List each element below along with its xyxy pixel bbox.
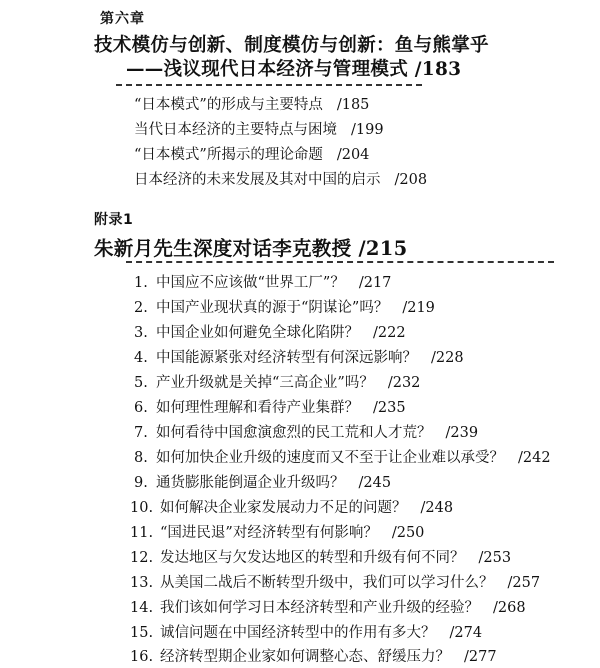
- page-number: /239: [445, 425, 479, 441]
- page-number: /219: [402, 300, 435, 316]
- item-number: 7.: [134, 425, 148, 441]
- page-number: /268: [493, 600, 526, 616]
- list-item[interactable]: [134, 321, 406, 342]
- list-item[interactable]: [130, 571, 540, 592]
- list-item[interactable]: [134, 143, 369, 164]
- list-item[interactable]: [134, 471, 391, 492]
- page-number: /242: [518, 450, 551, 466]
- item-number: 10.: [130, 500, 154, 516]
- page-number: /274: [449, 625, 483, 641]
- item-number: 5.: [134, 375, 148, 391]
- item-title: 从美国二战后不断转型升级中，我们可以学习什么？: [160, 575, 494, 591]
- item-number: 11.: [130, 525, 154, 541]
- section-title: 日本经济的未来发展及其对中国的启示: [134, 172, 381, 188]
- list-item[interactable]: [130, 546, 511, 567]
- appendix-label: 附录1: [94, 212, 134, 228]
- item-number: 3.: [134, 325, 148, 341]
- item-title: 中国企业如何避免全球化陷阱？: [156, 325, 359, 341]
- page-number: /217: [358, 275, 392, 291]
- list-item[interactable]: [134, 446, 551, 467]
- list-item[interactable]: [134, 421, 478, 442]
- list-item[interactable]: [134, 346, 464, 367]
- list-item[interactable]: [134, 118, 384, 139]
- chapter-subtitle: ——浅议现代日本经济与管理模式 /183: [126, 59, 462, 80]
- item-number: 1.: [134, 275, 148, 291]
- item-number: 16.: [130, 649, 154, 665]
- page-number: /245: [358, 475, 392, 491]
- page-number: /277: [464, 649, 497, 665]
- item-number: 12.: [130, 550, 154, 566]
- item-title: 中国能源紧张对经济转型有何深远影响？: [156, 350, 417, 366]
- page-number: /235: [373, 400, 406, 416]
- list-item[interactable]: [130, 521, 424, 542]
- section-title: “日本模式”的形成与主要特点: [134, 97, 323, 113]
- list-item[interactable]: [130, 621, 482, 642]
- item-title: 中国应不应该做“世界工厂”？: [156, 275, 345, 291]
- page-number: /204: [336, 147, 370, 163]
- item-title: 经济转型期企业家如何调整心态、舒缓压力？: [160, 649, 450, 665]
- list-item[interactable]: [134, 396, 406, 417]
- list-item[interactable]: [130, 496, 453, 517]
- item-number: 9.: [134, 475, 148, 491]
- list-item[interactable]: [130, 645, 497, 666]
- list-item[interactable]: [134, 93, 369, 114]
- item-title: 如何看待中国愈演愈烈的民工荒和人才荒？: [156, 425, 432, 441]
- page-number: /228: [431, 350, 464, 366]
- item-title: “国进民退”对经济转型有何影响？: [160, 525, 378, 541]
- page-number: /253: [478, 550, 512, 566]
- page-number: /208: [394, 172, 428, 188]
- appendix-divider: [126, 261, 554, 263]
- item-number: 14.: [130, 600, 154, 616]
- item-number: 6.: [134, 400, 148, 416]
- page-number: /199: [351, 122, 384, 138]
- section-title: 当代日本经济的主要特点与困境: [134, 122, 337, 138]
- page-number: /257: [507, 575, 541, 591]
- item-title: 如何加快企业升级的速度而又不至于让企业难以承受？: [156, 450, 504, 466]
- item-title: 如何理性理解和看待产业集群？: [156, 400, 359, 416]
- page-number: /222: [373, 325, 406, 341]
- list-item[interactable]: [134, 371, 420, 392]
- item-number: 4.: [134, 350, 148, 366]
- item-number: 2.: [134, 300, 148, 316]
- item-number: 8.: [134, 450, 148, 466]
- list-item[interactable]: [134, 271, 391, 292]
- item-title: 诚信问题在中国经济转型中的作用有多大？: [160, 625, 436, 641]
- item-number: 15.: [130, 625, 154, 641]
- appendix-title: 朱新月先生深度对话李克教授 /215: [94, 237, 408, 260]
- list-item[interactable]: [134, 168, 427, 189]
- list-item[interactable]: [134, 296, 435, 317]
- chapter-label: 第六章: [100, 11, 145, 27]
- list-item[interactable]: [130, 596, 526, 617]
- item-title: 通货膨胀能倒逼企业升级吗？: [156, 475, 345, 491]
- item-title: 如何解决企业家发展动力不足的问题？: [160, 500, 407, 516]
- page-number: /185: [336, 97, 370, 113]
- page-number: /232: [387, 375, 421, 391]
- chapter-title: 技术模仿与创新、制度模仿与创新：鱼与熊掌乎: [94, 35, 489, 56]
- item-title: 发达地区与欠发达地区的转型和升级有何不同？: [160, 550, 465, 566]
- chapter-divider: [116, 84, 422, 86]
- page-number: /250: [391, 525, 425, 541]
- item-number: 13.: [130, 575, 154, 591]
- item-title: 产业升级就是关掉“三高企业”吗？: [156, 375, 374, 391]
- item-title: 我们该如何学习日本经济转型和产业升级的经验？: [160, 600, 479, 616]
- item-title: 中国产业现状真的源于“阴谋论”吗？: [156, 300, 389, 316]
- section-title: “日本模式”所揭示的理论命题: [134, 147, 323, 163]
- page-number: /248: [420, 500, 454, 516]
